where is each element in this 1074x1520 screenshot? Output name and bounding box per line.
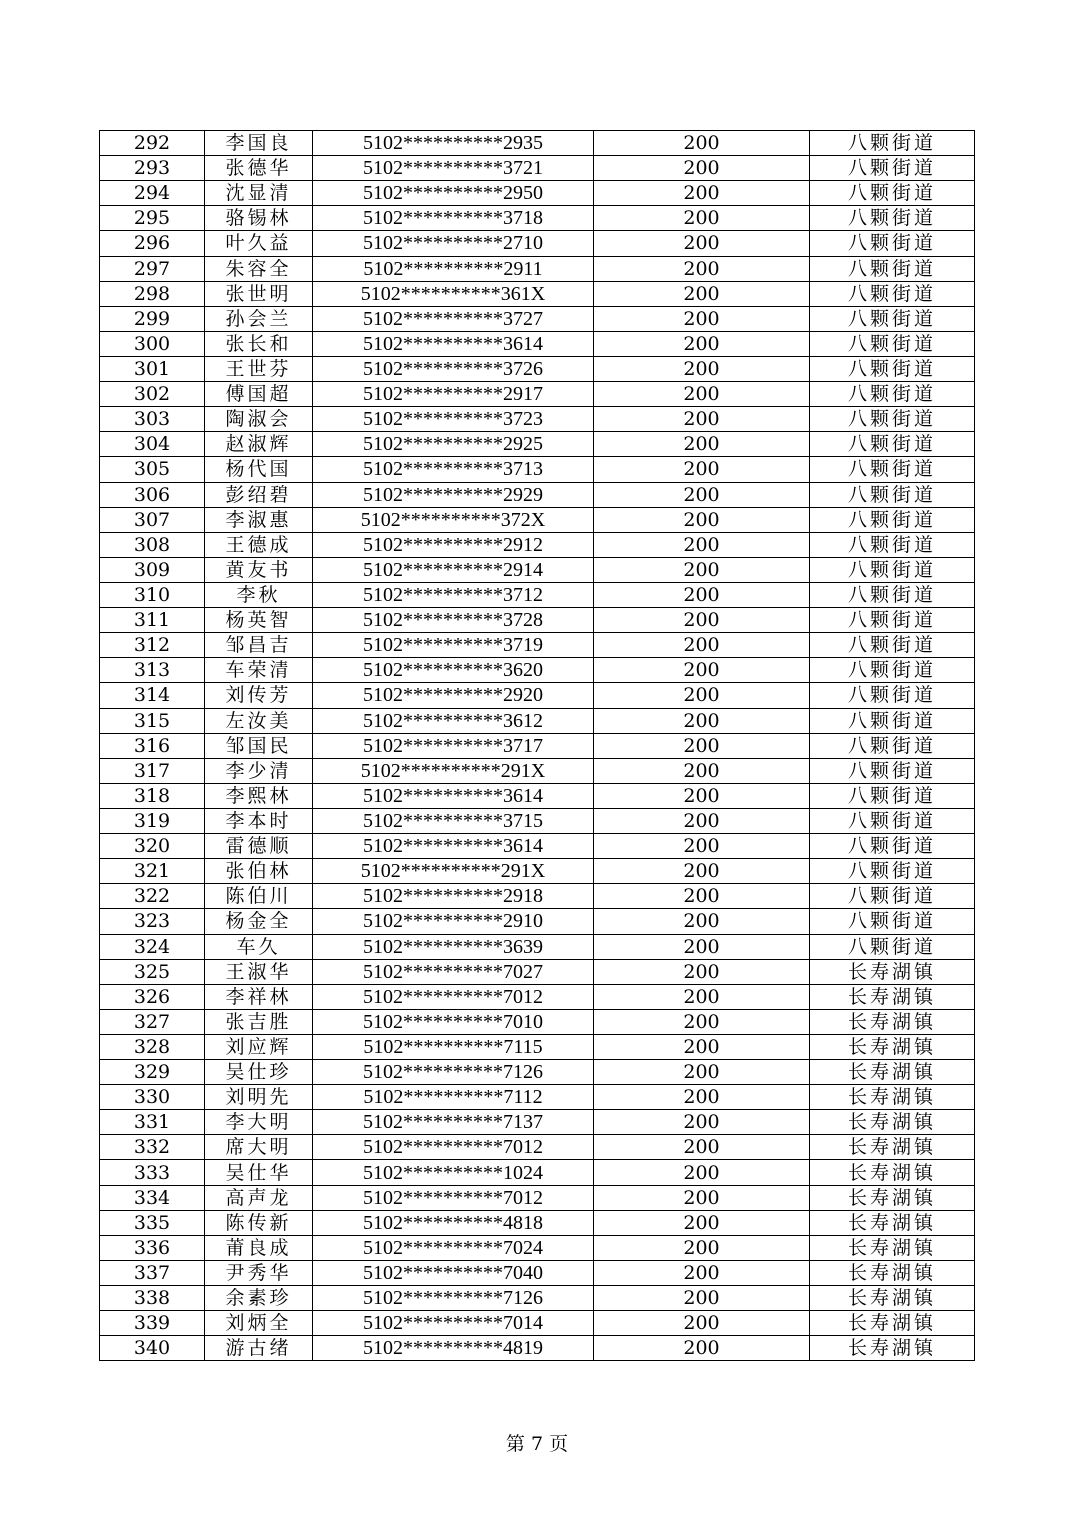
amount-cell: 200 [594,1060,810,1085]
id-number-cell: 5102**********3612 [313,708,594,733]
table-row [100,934,975,959]
id-number-cell: 5102**********7137 [313,1110,594,1135]
id-number-cell: 5102**********3715 [313,808,594,833]
name-cell: 李秋 [205,582,313,607]
area-cell: 长寿湖镇 [810,1286,975,1311]
row-number-cell: 313 [100,658,205,683]
area-cell: 八颗街道 [810,281,975,306]
area-cell: 八颗街道 [810,457,975,482]
name-cell: 刘传芳 [205,683,313,708]
area-cell: 长寿湖镇 [810,984,975,1009]
area-cell: 长寿湖镇 [810,1311,975,1336]
table-row [100,1060,975,1085]
area-cell: 八颗街道 [810,306,975,331]
id-number-cell: 5102**********2911 [313,256,594,281]
name-cell: 李淑惠 [205,507,313,532]
row-number-cell: 297 [100,256,205,281]
table-row [100,1210,975,1235]
area-cell: 长寿湖镇 [810,1009,975,1034]
row-number-cell: 306 [100,482,205,507]
area-cell: 八颗街道 [810,758,975,783]
table-row [100,1336,975,1361]
amount-cell: 200 [594,934,810,959]
amount-cell: 200 [594,1311,810,1336]
area-cell: 长寿湖镇 [810,1336,975,1361]
table-row [100,1160,975,1185]
records-table-body [100,131,975,1361]
id-number-cell: 5102**********2710 [313,231,594,256]
amount-cell: 200 [594,783,810,808]
row-number-cell: 337 [100,1260,205,1285]
row-number-cell: 325 [100,959,205,984]
id-number-cell: 5102**********3639 [313,934,594,959]
amount-cell: 200 [594,834,810,859]
amount-cell: 200 [594,658,810,683]
table-row [100,733,975,758]
id-number-cell: 5102**********3726 [313,356,594,381]
row-number-cell: 293 [100,156,205,181]
table-row [100,331,975,356]
amount-cell: 200 [594,808,810,833]
name-cell: 李祥林 [205,984,313,1009]
amount-cell: 200 [594,633,810,658]
id-number-cell: 5102**********7126 [313,1286,594,1311]
table-row [100,608,975,633]
area-cell: 八颗街道 [810,131,975,156]
row-number-cell: 301 [100,356,205,381]
amount-cell: 200 [594,1160,810,1185]
row-number-cell: 294 [100,181,205,206]
row-number-cell: 312 [100,633,205,658]
amount-cell: 200 [594,356,810,381]
name-cell: 张伯林 [205,859,313,884]
amount-cell: 200 [594,984,810,1009]
row-number-cell: 339 [100,1311,205,1336]
name-cell: 车荣清 [205,658,313,683]
name-cell: 左汝美 [205,708,313,733]
name-cell: 李大明 [205,1110,313,1135]
amount-cell: 200 [594,1034,810,1059]
name-cell: 赵淑辉 [205,432,313,457]
amount-cell: 200 [594,1235,810,1260]
amount-cell: 200 [594,1286,810,1311]
table-row [100,1110,975,1135]
id-number-cell: 5102**********3713 [313,457,594,482]
table-row [100,156,975,181]
row-number-cell: 332 [100,1135,205,1160]
amount-cell: 200 [594,382,810,407]
id-number-cell: 5102**********3614 [313,834,594,859]
name-cell: 张长和 [205,331,313,356]
name-cell: 杨英智 [205,608,313,633]
amount-cell: 200 [594,206,810,231]
row-number-cell: 338 [100,1286,205,1311]
id-number-cell: 5102**********3614 [313,783,594,808]
name-cell: 王世芬 [205,356,313,381]
area-cell: 长寿湖镇 [810,1060,975,1085]
amount-cell: 200 [594,733,810,758]
row-number-cell: 292 [100,131,205,156]
amount-cell: 200 [594,281,810,306]
id-number-cell: 5102**********3719 [313,633,594,658]
table-row [100,834,975,859]
area-cell: 八颗街道 [810,733,975,758]
row-number-cell: 340 [100,1336,205,1361]
row-number-cell: 299 [100,306,205,331]
name-cell: 朱容全 [205,256,313,281]
amount-cell: 200 [594,1009,810,1034]
area-cell: 八颗街道 [810,156,975,181]
table-row [100,131,975,156]
amount-cell: 200 [594,1110,810,1135]
row-number-cell: 307 [100,507,205,532]
name-cell: 张世明 [205,281,313,306]
name-cell: 车久 [205,934,313,959]
amount-cell: 200 [594,557,810,582]
id-number-cell: 5102**********2929 [313,482,594,507]
table-row [100,1235,975,1260]
amount-cell: 200 [594,181,810,206]
amount-cell: 200 [594,432,810,457]
id-number-cell: 5102**********3718 [313,206,594,231]
row-number-cell: 303 [100,407,205,432]
name-cell: 雷德顺 [205,834,313,859]
area-cell: 八颗街道 [810,181,975,206]
row-number-cell: 335 [100,1210,205,1235]
name-cell: 游古绪 [205,1336,313,1361]
table-row [100,356,975,381]
name-cell: 张德华 [205,156,313,181]
table-row [100,256,975,281]
table-row [100,909,975,934]
amount-cell: 200 [594,407,810,432]
area-cell: 长寿湖镇 [810,1235,975,1260]
row-number-cell: 334 [100,1185,205,1210]
amount-cell: 200 [594,1085,810,1110]
table-row [100,1085,975,1110]
id-number-cell: 5102**********2914 [313,557,594,582]
id-number-cell: 5102**********4818 [313,1210,594,1235]
name-cell: 莆良成 [205,1235,313,1260]
table-row [100,1009,975,1034]
amount-cell: 200 [594,1260,810,1285]
area-cell: 八颗街道 [810,859,975,884]
table-row [100,482,975,507]
id-number-cell: 5102**********7126 [313,1060,594,1085]
area-cell: 八颗街道 [810,407,975,432]
name-cell: 陈伯川 [205,884,313,909]
name-cell: 陶淑会 [205,407,313,432]
table-row [100,808,975,833]
table-row [100,884,975,909]
name-cell: 余素珍 [205,1286,313,1311]
row-number-cell: 322 [100,884,205,909]
amount-cell: 200 [594,1185,810,1210]
area-cell: 八颗街道 [810,432,975,457]
table-row [100,1286,975,1311]
table-row [100,1034,975,1059]
page-number: 第 7 页 [505,1433,569,1455]
area-cell: 八颗街道 [810,557,975,582]
name-cell: 李熙林 [205,783,313,808]
row-number-cell: 331 [100,1110,205,1135]
row-number-cell: 330 [100,1085,205,1110]
area-cell: 八颗街道 [810,633,975,658]
area-cell: 长寿湖镇 [810,1210,975,1235]
name-cell: 席大明 [205,1135,313,1160]
id-number-cell: 5102**********2912 [313,532,594,557]
name-cell: 沈显清 [205,181,313,206]
table-row [100,658,975,683]
table-row [100,1185,975,1210]
id-number-cell: 5102**********3712 [313,582,594,607]
area-cell: 八颗街道 [810,482,975,507]
name-cell: 吴仕珍 [205,1060,313,1085]
area-cell: 长寿湖镇 [810,1135,975,1160]
amount-cell: 200 [594,507,810,532]
amount-cell: 200 [594,256,810,281]
area-cell: 八颗街道 [810,708,975,733]
row-number-cell: 326 [100,984,205,1009]
area-cell: 长寿湖镇 [810,1085,975,1110]
id-number-cell: 5102**********7012 [313,1135,594,1160]
amount-cell: 200 [594,909,810,934]
id-number-cell: 5102**********291X [313,859,594,884]
id-number-cell: 5102**********2910 [313,909,594,934]
id-number-cell: 5102**********7012 [313,984,594,1009]
area-cell: 长寿湖镇 [810,1260,975,1285]
id-number-cell: 5102**********7014 [313,1311,594,1336]
name-cell: 王淑华 [205,959,313,984]
amount-cell: 200 [594,532,810,557]
name-cell: 邹昌吉 [205,633,313,658]
name-cell: 杨金全 [205,909,313,934]
name-cell: 邹国民 [205,733,313,758]
row-number-cell: 304 [100,432,205,457]
id-number-cell: 5102**********4819 [313,1336,594,1361]
amount-cell: 200 [594,884,810,909]
id-number-cell: 5102**********3728 [313,608,594,633]
row-number-cell: 310 [100,582,205,607]
area-cell: 八颗街道 [810,382,975,407]
table-row [100,859,975,884]
name-cell: 李国良 [205,131,313,156]
row-number-cell: 314 [100,683,205,708]
name-cell: 尹秀华 [205,1260,313,1285]
table-row [100,382,975,407]
amount-cell: 200 [594,457,810,482]
area-cell: 八颗街道 [810,206,975,231]
id-number-cell: 5102**********7027 [313,959,594,984]
id-number-cell: 5102**********3614 [313,331,594,356]
row-number-cell: 316 [100,733,205,758]
row-number-cell: 319 [100,808,205,833]
name-cell: 傅国超 [205,382,313,407]
row-number-cell: 320 [100,834,205,859]
id-number-cell: 5102**********2950 [313,181,594,206]
amount-cell: 200 [594,482,810,507]
table-row [100,1260,975,1285]
row-number-cell: 309 [100,557,205,582]
amount-cell: 200 [594,156,810,181]
row-number-cell: 329 [100,1060,205,1085]
name-cell: 杨代国 [205,457,313,482]
id-number-cell: 5102**********372X [313,507,594,532]
row-number-cell: 324 [100,934,205,959]
row-number-cell: 317 [100,758,205,783]
area-cell: 八颗街道 [810,507,975,532]
id-number-cell: 5102**********3717 [313,733,594,758]
name-cell: 刘应辉 [205,1034,313,1059]
table-row [100,708,975,733]
area-cell: 长寿湖镇 [810,1185,975,1210]
id-number-cell: 5102**********7040 [313,1260,594,1285]
row-number-cell: 333 [100,1160,205,1185]
table-row [100,758,975,783]
id-number-cell: 5102**********291X [313,758,594,783]
name-cell: 李少清 [205,758,313,783]
row-number-cell: 305 [100,457,205,482]
area-cell: 八颗街道 [810,331,975,356]
name-cell: 李本时 [205,808,313,833]
row-number-cell: 308 [100,532,205,557]
row-number-cell: 311 [100,608,205,633]
row-number-cell: 315 [100,708,205,733]
amount-cell: 200 [594,306,810,331]
table-row [100,959,975,984]
row-number-cell: 300 [100,331,205,356]
table-row [100,432,975,457]
name-cell: 高声龙 [205,1185,313,1210]
table-row [100,281,975,306]
name-cell: 王德成 [205,532,313,557]
table-row [100,181,975,206]
table-row [100,407,975,432]
area-cell: 长寿湖镇 [810,959,975,984]
name-cell: 黄友书 [205,557,313,582]
row-number-cell: 323 [100,909,205,934]
amount-cell: 200 [594,758,810,783]
area-cell: 长寿湖镇 [810,1160,975,1185]
area-cell: 八颗街道 [810,808,975,833]
name-cell: 吴仕华 [205,1160,313,1185]
amount-cell: 200 [594,231,810,256]
table-row [100,231,975,256]
table-row [100,557,975,582]
table-row [100,1311,975,1336]
id-number-cell: 5102**********2917 [313,382,594,407]
table-row [100,582,975,607]
row-number-cell: 328 [100,1034,205,1059]
name-cell: 刘明先 [205,1085,313,1110]
area-cell: 八颗街道 [810,231,975,256]
amount-cell: 200 [594,708,810,733]
amount-cell: 200 [594,1336,810,1361]
area-cell: 长寿湖镇 [810,1034,975,1059]
area-cell: 八颗街道 [810,658,975,683]
area-cell: 八颗街道 [810,532,975,557]
table-row [100,783,975,808]
amount-cell: 200 [594,1135,810,1160]
name-cell: 孙会兰 [205,306,313,331]
table-row [100,532,975,557]
area-cell: 八颗街道 [810,934,975,959]
id-number-cell: 5102**********361X [313,281,594,306]
row-number-cell: 295 [100,206,205,231]
table-row [100,306,975,331]
amount-cell: 200 [594,959,810,984]
name-cell: 彭绍碧 [205,482,313,507]
table-row [100,683,975,708]
area-cell: 八颗街道 [810,683,975,708]
amount-cell: 200 [594,683,810,708]
table-row [100,633,975,658]
name-cell: 骆锡林 [205,206,313,231]
area-cell: 八颗街道 [810,608,975,633]
area-cell: 八颗街道 [810,909,975,934]
area-cell: 八颗街道 [810,783,975,808]
row-number-cell: 327 [100,1009,205,1034]
row-number-cell: 302 [100,382,205,407]
amount-cell: 200 [594,859,810,884]
amount-cell: 200 [594,582,810,607]
id-number-cell: 5102**********7024 [313,1235,594,1260]
id-number-cell: 5102**********7010 [313,1009,594,1034]
area-cell: 八颗街道 [810,582,975,607]
row-number-cell: 336 [100,1235,205,1260]
area-cell: 八颗街道 [810,256,975,281]
table-row [100,457,975,482]
id-number-cell: 5102**********7115 [313,1034,594,1059]
table-row [100,507,975,532]
table-row [100,206,975,231]
area-cell: 八颗街道 [810,356,975,381]
id-number-cell: 5102**********2925 [313,432,594,457]
id-number-cell: 5102**********7112 [313,1085,594,1110]
id-number-cell: 5102**********1024 [313,1160,594,1185]
id-number-cell: 5102**********3620 [313,658,594,683]
table-row [100,1135,975,1160]
id-number-cell: 5102**********3723 [313,407,594,432]
name-cell: 陈传新 [205,1210,313,1235]
amount-cell: 200 [594,1210,810,1235]
id-number-cell: 5102**********2918 [313,884,594,909]
row-number-cell: 321 [100,859,205,884]
records-table [99,130,975,1361]
row-number-cell: 298 [100,281,205,306]
id-number-cell: 5102**********3727 [313,306,594,331]
id-number-cell: 5102**********7012 [313,1185,594,1210]
name-cell: 张吉胜 [205,1009,313,1034]
table-row [100,984,975,1009]
id-number-cell: 5102**********2935 [313,131,594,156]
name-cell: 刘炳全 [205,1311,313,1336]
id-number-cell: 5102**********2920 [313,683,594,708]
row-number-cell: 296 [100,231,205,256]
amount-cell: 200 [594,131,810,156]
amount-cell: 200 [594,608,810,633]
id-number-cell: 5102**********3721 [313,156,594,181]
area-cell: 八颗街道 [810,884,975,909]
amount-cell: 200 [594,331,810,356]
area-cell: 八颗街道 [810,834,975,859]
area-cell: 长寿湖镇 [810,1110,975,1135]
name-cell: 叶久益 [205,231,313,256]
row-number-cell: 318 [100,783,205,808]
